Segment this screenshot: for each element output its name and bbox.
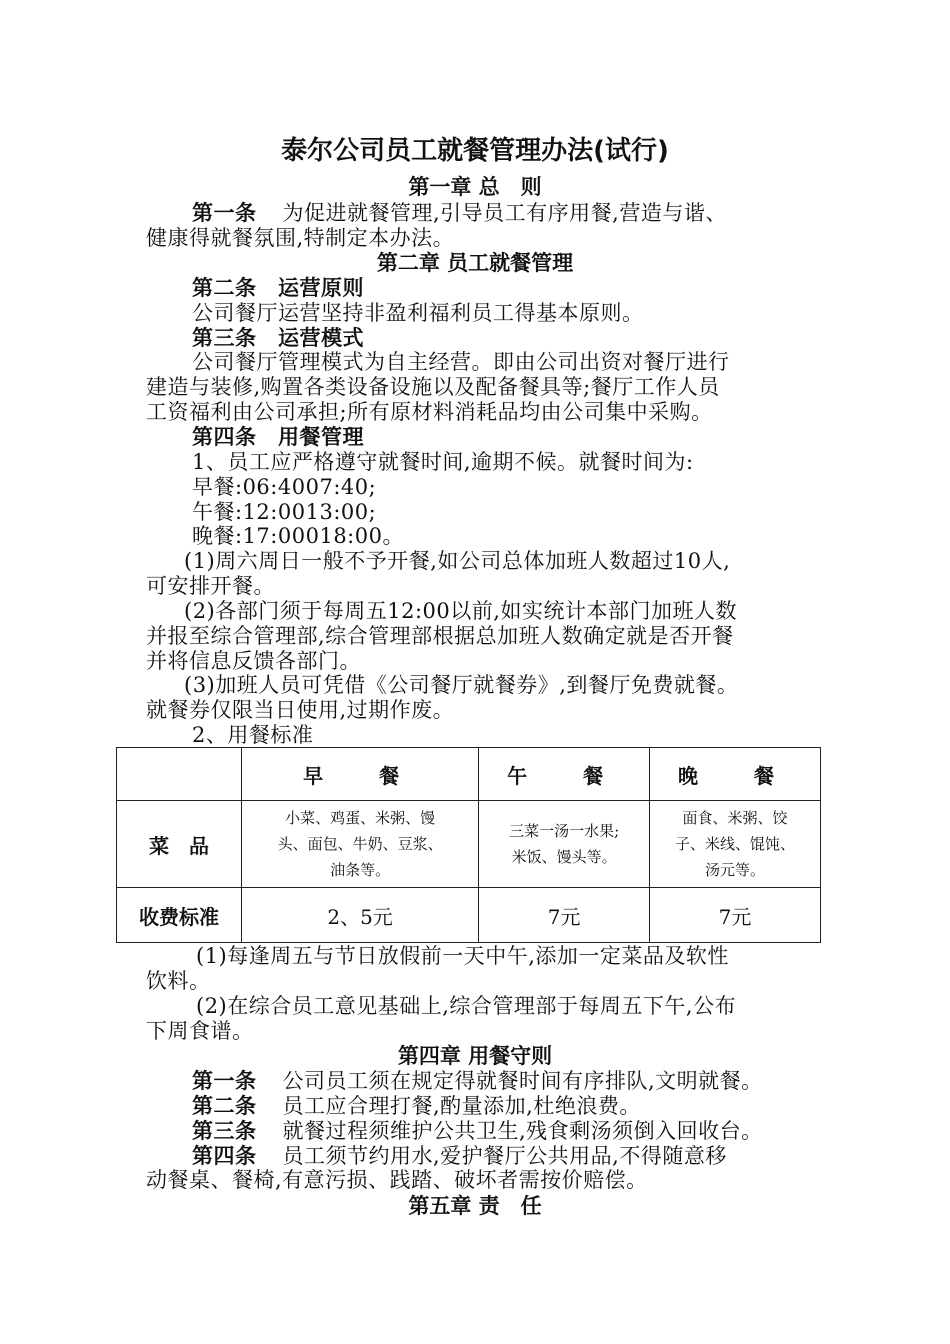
dinner-dishes: 面食、米粥、饺 子、米线、馄饨、 汤元等。 <box>650 801 821 888</box>
article-1-text: 为促进就餐管理,引导员工有序用餐,营造与谐、 <box>282 201 727 225</box>
article-2-heading: 第二条 运营原则 <box>192 275 364 300</box>
article-3-line-3: 工资福利由公司承担;所有原材料消耗品均由公司集中采购。 <box>146 400 713 424</box>
after-note-2-line-1: (2)在综合员工意见基础上,综合管理部于每周五下午,公布 <box>196 994 737 1018</box>
rule-2: 第二条 员工应合理打餐,酌量添加,杜绝浪费。 <box>192 1093 641 1118</box>
article-4-heading: 第四条 用餐管理 <box>192 424 364 449</box>
table-row <box>117 888 821 943</box>
article-1-cont: 健康得就餐氛围,特制定本办法。 <box>146 226 455 250</box>
breakfast-fee: 2、5元 <box>242 888 479 943</box>
article-1-label: 第一条 <box>192 200 257 225</box>
header-lunch: 午 餐 <box>479 748 650 801</box>
dinner-fee: 7元 <box>650 888 821 943</box>
header-breakfast: 早 餐 <box>242 748 479 801</box>
breakfast-dishes: 小菜、鸡蛋、米粥、馒 头、面包、牛奶、豆浆、 油条等。 <box>242 801 479 888</box>
table-corner-cell <box>117 748 242 801</box>
note-1-line-1: (1)周六周日一般不予开餐,如公司总体加班人数超过10人, <box>184 549 731 573</box>
lunch-dishes: 三菜一汤一水果; 米饭、馒头等。 <box>479 801 650 888</box>
meal-standard-table <box>116 747 821 943</box>
note-3-line-2: 就餐券仅限当日使用,过期作废。 <box>146 698 455 722</box>
breakfast-time: 早餐:06:4007:40; <box>192 475 377 499</box>
item-1: 1、员工应严格遵守就餐时间,逾期不候。就餐时间为: <box>192 450 694 474</box>
note-1-line-2: 可安排开餐。 <box>146 574 275 598</box>
chapter-4-heading: 第四章 用餐守则 <box>397 1043 553 1068</box>
chapter-2-heading: 第二章 员工就餐管理 <box>376 250 574 275</box>
rule-1: 第一条 公司员工须在规定得就餐时间有序排队,文明就餐。 <box>192 1068 763 1093</box>
note-2-line-1: (2)各部门须于每周五12:00以前,如实统计本部门加班人数 <box>184 599 737 623</box>
lunch-fee: 7元 <box>479 888 650 943</box>
rule-4: 第四条 员工须节约用水,爱护餐厅公共用品,不得随意移 <box>192 1143 727 1168</box>
table-row <box>117 801 821 888</box>
item-2: 2、用餐标准 <box>192 723 314 747</box>
chapter-5-heading: 第五章 责 任 <box>408 1193 542 1218</box>
rule-4-cont: 动餐桌、餐椅,有意污损、践踏、破坏者需按价赔偿。 <box>146 1168 648 1192</box>
article-3-line-1: 公司餐厅管理模式为自主经营。即由公司出资对餐厅进行 <box>192 350 730 374</box>
after-note-1-line-1: (1)每逢周五与节日放假前一天中午,添加一定菜品及软性 <box>196 944 729 968</box>
document-title: 泰尔公司员工就餐管理办法(试行) <box>281 136 669 166</box>
header-dinner: 晚 餐 <box>650 748 821 801</box>
article-3-line-2: 建造与装修,购置各类设备设施以及配备餐具等;餐厅工作人员 <box>146 375 720 399</box>
note-2-line-3: 并将信息反馈各部门。 <box>146 649 361 673</box>
article-2-text: 公司餐厅运营坚持非盈利福利员工得基本原则。 <box>192 301 644 325</box>
row-label-fee: 收费标准 <box>117 888 242 943</box>
after-note-2-line-2: 下周食谱。 <box>146 1019 254 1043</box>
table-header-row <box>117 748 821 801</box>
note-3-line-1: (3)加班人员可凭借《公司餐厅就餐券》,到餐厅免费就餐。 <box>184 673 739 697</box>
row-label-dishes: 菜 品 <box>117 801 242 888</box>
rule-3: 第三条 就餐过程须维护公共卫生,残食剩汤须倒入回收台。 <box>192 1118 763 1143</box>
chapter-1-heading: 第一章 总 则 <box>408 174 542 199</box>
article-3-heading: 第三条 运营模式 <box>192 325 364 350</box>
note-2-line-2: 并报至综合管理部,综合管理部根据总加班人数确定就是否开餐 <box>146 624 734 648</box>
lunch-time: 午餐:12:0013:00; <box>192 500 377 524</box>
after-note-1-line-2: 饮料。 <box>146 969 211 993</box>
dinner-time: 晚餐:17:00018:00。 <box>192 524 404 548</box>
article-1 <box>192 201 727 225</box>
